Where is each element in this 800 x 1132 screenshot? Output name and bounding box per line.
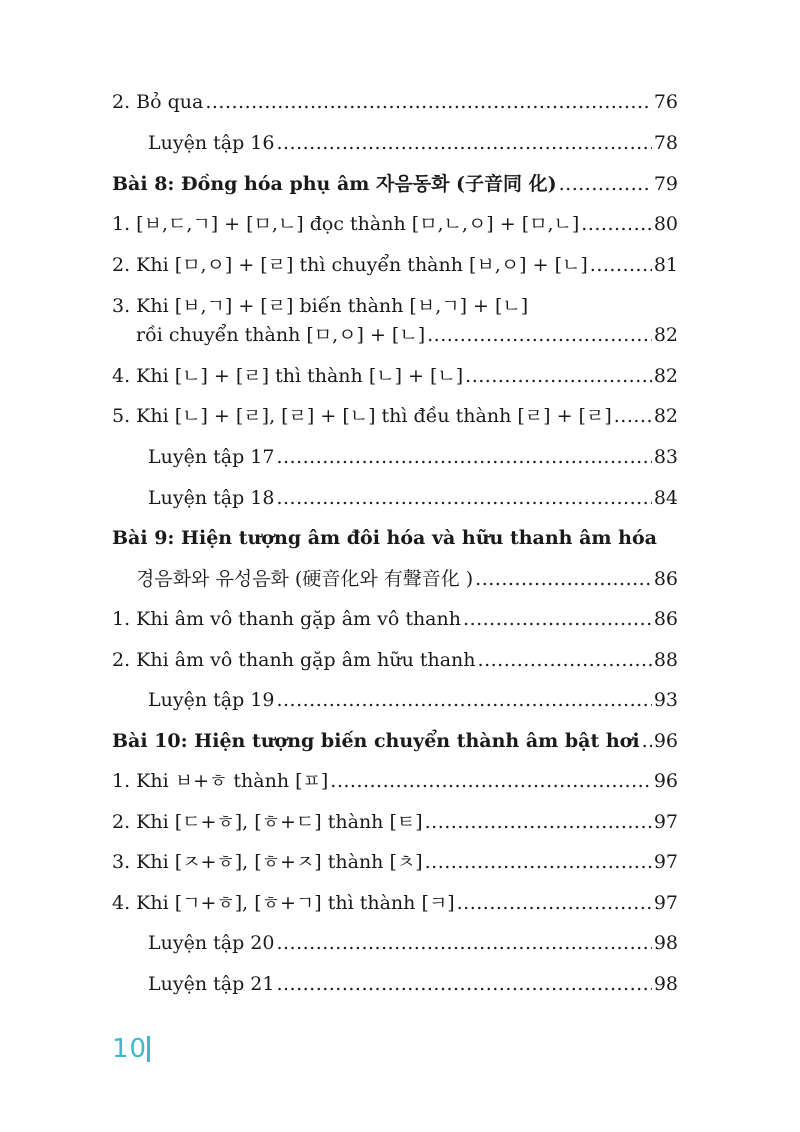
- dot-leader: [559, 171, 652, 197]
- toc-entry[interactable]: [148, 971, 678, 997]
- toc-entry-text: 경음화와 유성음화 (硬音化와 有聲音化 ): [136, 568, 474, 590]
- toc-entry-text: 1. [ㅂ,ㄷ,ㄱ] + [ㅁ,ㄴ] đọc thành [ㅁ,ㄴ,ㅇ] + [ㅁ,ㄴ]: [112, 213, 580, 235]
- toc-entry-text: 3. Khi [ㅈ+ㅎ], [ㅎ+ㅈ] thành [ㅊ]: [112, 851, 423, 873]
- toc-entry[interactable]: [112, 768, 678, 794]
- dot-leader: [276, 444, 651, 470]
- toc-page-number: 96: [653, 770, 678, 792]
- dot-leader: [463, 606, 652, 632]
- dot-leader: [276, 930, 651, 956]
- toc-entry[interactable]: [148, 485, 678, 511]
- toc-entry-text: 1. Khi âm vô thanh gặp âm vô thanh: [112, 608, 461, 630]
- dot-leader: [642, 728, 652, 754]
- toc-chapter-heading[interactable]: [112, 171, 678, 197]
- dot-leader: [276, 485, 651, 511]
- toc-entry-text: Bài 10: Hiện tượng biến chuyển thành âm bật hơi: [112, 730, 640, 752]
- toc-entry[interactable]: [148, 930, 678, 956]
- toc-entry-text: 4. Khi [ㄴ] + [ㄹ] thì thành [ㄴ] + [ㄴ]: [112, 365, 464, 387]
- dot-leader: [475, 566, 652, 592]
- toc-entry-text: Luyện tập 17: [148, 446, 275, 468]
- toc-page-number: 86: [653, 608, 678, 630]
- toc-entry-text: 3. Khi [ㅂ,ㄱ] + [ㄹ] biến thành [ㅂ,ㄱ] + [ㄴ]: [112, 295, 529, 317]
- toc-entry-text: 5. Khi [ㄴ] + [ㄹ], [ㄹ] + [ㄴ] thì đều thành [ㄹ] + [ㄹ]: [112, 405, 612, 427]
- toc-entry-text: 2. Khi âm vô thanh gặp âm hữu thanh: [112, 649, 476, 671]
- toc-entry-text: Luyện tập 20: [148, 932, 275, 954]
- dot-leader: [276, 687, 651, 713]
- toc-entry-text: Bài 9: Hiện tượng âm đôi hóa và hữu thanh âm hóa: [112, 527, 657, 549]
- toc-entry[interactable]: [112, 606, 678, 632]
- dot-leader: [457, 890, 652, 916]
- dot-leader: [590, 252, 652, 278]
- toc-page-number: 84: [653, 487, 678, 509]
- dot-leader: [276, 130, 651, 156]
- toc-page-number: 97: [653, 892, 678, 914]
- dot-leader: [425, 809, 652, 835]
- toc-entry-text: Luyện tập 19: [148, 689, 275, 711]
- toc-page-number: 88: [653, 649, 678, 671]
- toc-entry-continuation[interactable]: [136, 566, 678, 592]
- toc-entry[interactable]: [148, 444, 678, 470]
- dot-leader: [330, 768, 652, 794]
- toc-entry[interactable]: [112, 252, 678, 278]
- dot-leader: [276, 971, 651, 997]
- toc-page-number: 76: [653, 91, 678, 113]
- toc-entry-text: Luyện tập 21: [148, 973, 275, 995]
- toc-page-number: 93: [653, 689, 678, 711]
- toc-page-number: 83: [653, 446, 678, 468]
- dot-leader: [478, 647, 652, 673]
- toc-entry[interactable]: [112, 647, 678, 673]
- toc-page-number: 96: [653, 730, 678, 752]
- toc-entry-text: 1. Khi ㅂ+ㅎ thành [ㅍ]: [112, 770, 329, 792]
- toc-entry[interactable]: [112, 890, 678, 916]
- toc-entry[interactable]: [148, 130, 678, 156]
- toc-entry-continuation[interactable]: [136, 322, 678, 348]
- toc-entry[interactable]: [148, 687, 678, 713]
- toc-entry[interactable]: [112, 89, 678, 115]
- toc-entry-text: Luyện tập 18: [148, 487, 275, 509]
- toc-chapter-heading[interactable]: [112, 728, 678, 754]
- dot-leader: [581, 211, 652, 237]
- toc-page-number: 78: [653, 132, 678, 154]
- toc-page-number: 81: [653, 254, 678, 276]
- dot-leader: [427, 322, 652, 348]
- toc-page-number: 98: [653, 932, 678, 954]
- toc-entry-text: 4. Khi [ㄱ+ㅎ], [ㅎ+ㄱ] thì thành [ㅋ]: [112, 892, 455, 914]
- toc-page-number: 97: [653, 851, 678, 873]
- toc-page-number: 80: [653, 213, 678, 235]
- toc-entry-text: Luyện tập 16: [148, 132, 275, 154]
- toc-entry-text: rồi chuyển thành [ㅁ,ㅇ] + [ㄴ]: [136, 324, 426, 346]
- toc-entry-text: 2. Bỏ qua: [112, 91, 204, 113]
- toc-entry-first-line[interactable]: [112, 293, 678, 319]
- toc-page-number: 97: [653, 811, 678, 833]
- page-number: 10: [112, 1034, 148, 1064]
- toc-page-number: 82: [653, 324, 678, 346]
- toc-entry[interactable]: [112, 809, 678, 835]
- dot-leader: [465, 363, 652, 389]
- toc-page-number: 86: [653, 568, 678, 590]
- toc-page-number: 79: [653, 173, 678, 195]
- page-number-divider: [147, 1036, 150, 1062]
- toc-entry[interactable]: [112, 849, 678, 875]
- dot-leader: [425, 849, 652, 875]
- toc-entry[interactable]: [112, 363, 678, 389]
- toc-entry[interactable]: [112, 211, 678, 237]
- toc-entry-text: 2. Khi [ㅁ,ㅇ] + [ㄹ] thì chuyển thành [ㅂ,ㅇ] + [ㄴ]: [112, 254, 588, 276]
- toc-entry[interactable]: [112, 403, 678, 429]
- dot-leader: [205, 89, 651, 115]
- toc-page-number: 82: [653, 365, 678, 387]
- toc-chapter-heading[interactable]: [112, 525, 678, 551]
- toc-page-number: 82: [653, 405, 678, 427]
- dot-leader: [614, 403, 652, 429]
- toc-entry-text: 2. Khi [ㄷ+ㅎ], [ㅎ+ㄷ] thành [ㅌ]: [112, 811, 423, 833]
- toc-page-number: 98: [653, 973, 678, 995]
- toc-entry-text: Bài 8: Đồng hóa phụ âm 자음동화 (子音同 化): [112, 173, 557, 195]
